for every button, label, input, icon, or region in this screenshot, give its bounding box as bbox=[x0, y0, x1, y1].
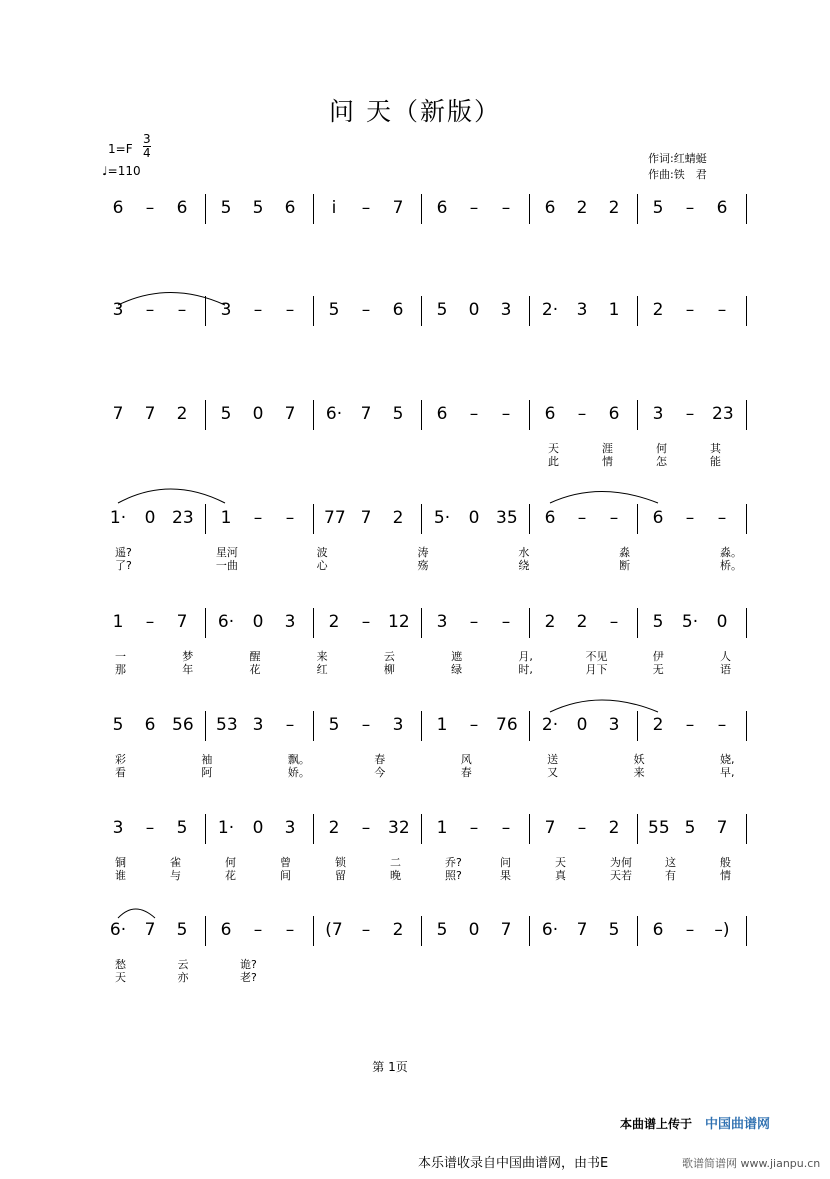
note: 6 bbox=[716, 198, 728, 218]
note: 6 bbox=[436, 404, 448, 424]
note: – bbox=[285, 508, 295, 528]
lyric-syllable: 殇 bbox=[417, 559, 429, 572]
lyric-syllable: 妖 bbox=[633, 753, 645, 766]
note: 2 bbox=[652, 715, 664, 735]
note: – bbox=[469, 198, 479, 218]
note: – bbox=[609, 508, 619, 528]
note: 7 bbox=[716, 818, 728, 838]
note: 56 bbox=[172, 715, 194, 735]
barline bbox=[421, 400, 422, 430]
note: 3 bbox=[436, 612, 448, 632]
note: 2 bbox=[392, 920, 404, 940]
note: 7 bbox=[544, 818, 556, 838]
lyric-syllable: 云 bbox=[177, 958, 189, 971]
barline bbox=[421, 296, 422, 326]
lyric-syllable: 诡? bbox=[240, 958, 257, 971]
note: 5· bbox=[681, 612, 699, 632]
lyric-syllable: 星河 bbox=[215, 546, 238, 559]
lyric-syllable: 乔? bbox=[445, 856, 462, 869]
barline bbox=[746, 608, 747, 638]
barline bbox=[637, 194, 638, 224]
lyric-syllable: 何 bbox=[225, 856, 236, 869]
note: 7 bbox=[112, 404, 124, 424]
note: 2 bbox=[576, 612, 588, 632]
note: 1· bbox=[217, 818, 235, 838]
note: 6· bbox=[325, 404, 343, 424]
note: – bbox=[285, 715, 295, 735]
barline bbox=[313, 608, 314, 638]
lyric-syllable: 水 bbox=[518, 546, 530, 559]
page-title: 问 天（新版） bbox=[329, 97, 501, 126]
lyric-syllable: 此 bbox=[548, 455, 559, 468]
note: – bbox=[717, 300, 727, 320]
note: – bbox=[717, 508, 727, 528]
collection-note: 本乐谱收录自中国曲谱网，由书E bbox=[418, 1156, 609, 1171]
lyric-syllable: 断 bbox=[619, 559, 631, 572]
note: 5 bbox=[220, 404, 232, 424]
note: 7 bbox=[500, 920, 512, 940]
note: – bbox=[577, 404, 587, 424]
note: – bbox=[685, 404, 695, 424]
note: 3 bbox=[284, 612, 296, 632]
note: 5 bbox=[252, 198, 264, 218]
lyric-syllable: 天 bbox=[115, 971, 126, 984]
note: 0 bbox=[144, 508, 156, 528]
lyric-syllable: 这 bbox=[665, 856, 676, 869]
note: – bbox=[253, 920, 263, 940]
note: – bbox=[469, 818, 479, 838]
lyric-syllable: 与 bbox=[170, 869, 181, 882]
note: – bbox=[501, 818, 511, 838]
lyric-syllable: 情 bbox=[720, 869, 731, 882]
lyric-syllable: 桥。 bbox=[720, 559, 742, 572]
note: – bbox=[361, 715, 371, 735]
note: 0 bbox=[468, 920, 480, 940]
lyric-syllable: 天 bbox=[548, 442, 559, 455]
lyric-syllable: 了? bbox=[115, 559, 132, 572]
lyric-syllable: 年 bbox=[182, 663, 194, 676]
barline bbox=[637, 608, 638, 638]
lyric-syllable: 云 bbox=[383, 650, 395, 663]
note: 3 bbox=[220, 300, 232, 320]
note: – bbox=[361, 920, 371, 940]
barline bbox=[746, 296, 747, 326]
note: 1· bbox=[109, 508, 127, 528]
note: 0 bbox=[468, 508, 480, 528]
lyric-syllable: 娇。 bbox=[287, 766, 310, 779]
note: 6 bbox=[284, 198, 296, 218]
note: – bbox=[361, 300, 371, 320]
lyric-syllable: 送 bbox=[547, 753, 559, 766]
note: 0 bbox=[716, 612, 728, 632]
note: – bbox=[145, 818, 155, 838]
lyric-syllable: 一 bbox=[115, 650, 126, 663]
note: 2 bbox=[608, 818, 620, 838]
note: 6 bbox=[176, 198, 188, 218]
note: 5 bbox=[608, 920, 620, 940]
note: 1 bbox=[436, 818, 448, 838]
note: – bbox=[145, 300, 155, 320]
lyric-syllable: 照? bbox=[445, 869, 462, 882]
lyric-syllable: 看 bbox=[115, 766, 126, 779]
note: 53 bbox=[216, 715, 238, 735]
lyric-syllable: 来 bbox=[633, 766, 645, 779]
lyric-syllable: 春 bbox=[460, 766, 472, 779]
note: 5 bbox=[220, 198, 232, 218]
barline bbox=[421, 504, 422, 534]
note: i bbox=[331, 198, 337, 218]
note: – bbox=[145, 198, 155, 218]
note: 77 bbox=[324, 508, 346, 528]
note: –) bbox=[714, 920, 730, 940]
note: 3 bbox=[284, 818, 296, 838]
barline bbox=[746, 711, 747, 741]
note: – bbox=[469, 715, 479, 735]
lyric-syllable: 留 bbox=[335, 869, 346, 882]
lyric-syllable: 月, bbox=[518, 650, 533, 663]
barline bbox=[637, 400, 638, 430]
lyric-syllable: 红 bbox=[316, 663, 328, 676]
barline bbox=[529, 916, 530, 946]
lyric-syllable: 时, bbox=[518, 663, 533, 676]
barline bbox=[205, 504, 206, 534]
barline bbox=[313, 400, 314, 430]
note: 3 bbox=[652, 404, 664, 424]
note: 6 bbox=[144, 715, 156, 735]
tempo-marking: ♩=110 bbox=[102, 164, 141, 178]
barline bbox=[637, 504, 638, 534]
time-sig-denominator: 4 bbox=[143, 146, 151, 160]
note: 2 bbox=[544, 612, 556, 632]
barline bbox=[313, 916, 314, 946]
note: 6 bbox=[220, 920, 232, 940]
note: – bbox=[253, 508, 263, 528]
barline bbox=[313, 711, 314, 741]
note: 3 bbox=[500, 300, 512, 320]
lyric-syllable: 谁 bbox=[115, 869, 126, 882]
note: 1 bbox=[220, 508, 232, 528]
note: – bbox=[361, 198, 371, 218]
lyric-syllable: 春 bbox=[374, 753, 386, 766]
lyric-syllable: 那 bbox=[115, 663, 126, 676]
lyric-syllable: 醒 bbox=[249, 650, 261, 663]
barline bbox=[205, 400, 206, 430]
lyric-syllable: 愁 bbox=[115, 958, 126, 971]
note: – bbox=[609, 612, 619, 632]
note: 7 bbox=[360, 404, 372, 424]
upload-note: 本曲谱上传于 bbox=[620, 1117, 693, 1131]
barline bbox=[529, 296, 530, 326]
note: (7 bbox=[325, 920, 343, 940]
lyric-syllable: 风 bbox=[460, 753, 472, 766]
note: – bbox=[717, 715, 727, 735]
note: – bbox=[501, 612, 511, 632]
lyric-syllable: 语 bbox=[720, 663, 731, 676]
barline bbox=[529, 504, 530, 534]
barline bbox=[529, 814, 530, 844]
barline bbox=[529, 194, 530, 224]
score-line bbox=[0, 920, 830, 1050]
lyric-syllable: 来 bbox=[316, 650, 328, 663]
note: 23 bbox=[172, 508, 194, 528]
note: 7 bbox=[392, 198, 404, 218]
note: – bbox=[469, 612, 479, 632]
note: 3 bbox=[392, 715, 404, 735]
note: 6 bbox=[544, 508, 556, 528]
note: – bbox=[501, 404, 511, 424]
note: 3 bbox=[608, 715, 620, 735]
note: – bbox=[685, 300, 695, 320]
note: 5· bbox=[433, 508, 451, 528]
lyric-syllable: 阿 bbox=[201, 766, 213, 779]
barline bbox=[746, 916, 747, 946]
note: – bbox=[177, 300, 187, 320]
note: – bbox=[253, 300, 263, 320]
lyric-syllable: 又 bbox=[547, 766, 559, 779]
note: 5 bbox=[652, 198, 664, 218]
lyric-syllable: 袖 bbox=[201, 753, 213, 766]
note: 5 bbox=[392, 404, 404, 424]
barline bbox=[205, 194, 206, 224]
note: 5 bbox=[112, 715, 124, 735]
barline bbox=[421, 608, 422, 638]
note: 55 bbox=[648, 818, 670, 838]
note: 3 bbox=[112, 818, 124, 838]
barline bbox=[746, 400, 747, 430]
barline bbox=[313, 194, 314, 224]
lyric-syllable: 二 bbox=[390, 856, 401, 869]
lyric-syllable: 真 bbox=[555, 869, 566, 882]
lyric-syllable: 能 bbox=[710, 455, 721, 468]
lyric-syllable: 锁 bbox=[335, 856, 346, 869]
lyric-syllable: 铜 bbox=[115, 856, 126, 869]
lyric-syllable: 涯 bbox=[602, 442, 613, 455]
note: 32 bbox=[388, 818, 410, 838]
lyric-syllable: 柳 bbox=[383, 663, 395, 676]
lyric-syllable: 花 bbox=[225, 869, 236, 882]
lyric-syllable: 其 bbox=[710, 442, 721, 455]
barline bbox=[421, 814, 422, 844]
note: 5 bbox=[176, 818, 188, 838]
lyric-syllable: 心 bbox=[316, 559, 328, 572]
barline bbox=[746, 504, 747, 534]
lyric-syllable: 无 bbox=[652, 663, 664, 676]
note: 12 bbox=[388, 612, 410, 632]
lyric-syllable: 娆, bbox=[720, 753, 735, 766]
lyric-syllable: 情 bbox=[602, 455, 613, 468]
lyric-syllable: 果 bbox=[500, 869, 511, 882]
time-sig-numerator: 3 bbox=[143, 132, 151, 146]
lyric-syllable: 不见 bbox=[585, 650, 608, 663]
lyric-syllable: 波 bbox=[316, 546, 328, 559]
note: 7 bbox=[576, 920, 588, 940]
note: 6 bbox=[544, 404, 556, 424]
barline bbox=[421, 916, 422, 946]
barline bbox=[637, 916, 638, 946]
note: – bbox=[685, 508, 695, 528]
note: 6 bbox=[392, 300, 404, 320]
note: 2 bbox=[576, 198, 588, 218]
note: 6 bbox=[112, 198, 124, 218]
barline bbox=[313, 504, 314, 534]
barline bbox=[421, 711, 422, 741]
note: – bbox=[577, 818, 587, 838]
note: 5 bbox=[328, 715, 340, 735]
note: 1 bbox=[436, 715, 448, 735]
barline bbox=[637, 814, 638, 844]
note: 2· bbox=[541, 300, 559, 320]
note: 7 bbox=[176, 612, 188, 632]
note: 2 bbox=[328, 818, 340, 838]
note: 6 bbox=[436, 198, 448, 218]
lyric-syllable: 人 bbox=[720, 650, 731, 663]
barline bbox=[205, 814, 206, 844]
note: 3 bbox=[252, 715, 264, 735]
note: 6 bbox=[652, 920, 664, 940]
note: 6 bbox=[544, 198, 556, 218]
note: 2 bbox=[652, 300, 664, 320]
lyric-syllable: 间 bbox=[280, 869, 291, 882]
lyric-syllable: 绿 bbox=[451, 663, 463, 676]
note: 1 bbox=[112, 612, 124, 632]
lyric-syllable: 飘。 bbox=[287, 753, 310, 766]
barline bbox=[529, 608, 530, 638]
note: 0 bbox=[252, 818, 264, 838]
note: 3 bbox=[576, 300, 588, 320]
lyric-syllable: 晚 bbox=[390, 869, 401, 882]
note: – bbox=[145, 612, 155, 632]
barline bbox=[529, 400, 530, 430]
time-signature bbox=[143, 133, 151, 160]
barline bbox=[313, 814, 314, 844]
barline bbox=[313, 296, 314, 326]
note: – bbox=[469, 404, 479, 424]
note: 7 bbox=[284, 404, 296, 424]
note: – bbox=[361, 612, 371, 632]
note: 5 bbox=[436, 300, 448, 320]
lyric-syllable: 天 bbox=[555, 856, 566, 869]
lyric-syllable: 曾 bbox=[280, 856, 291, 869]
note: 6 bbox=[652, 508, 664, 528]
lyric-syllable: 伊 bbox=[652, 650, 664, 663]
lyric-syllable: 何 bbox=[656, 442, 667, 455]
note: – bbox=[285, 920, 295, 940]
lyric-syllable: 淼。 bbox=[720, 546, 742, 559]
note: 2 bbox=[608, 198, 620, 218]
lyric-syllable: 今 bbox=[374, 766, 386, 779]
lyric-syllable: 雀 bbox=[170, 856, 181, 869]
lyric-syllable: 天若 bbox=[610, 869, 632, 882]
barline bbox=[205, 608, 206, 638]
note: 5 bbox=[436, 920, 448, 940]
lyric-syllable: 月下 bbox=[585, 663, 608, 676]
note: 2 bbox=[176, 404, 188, 424]
barline bbox=[421, 194, 422, 224]
barline bbox=[205, 711, 206, 741]
lyric-syllable: 彩 bbox=[115, 753, 126, 766]
watermark: 歌谱简谱网 www.jianpu.cn bbox=[682, 1157, 821, 1170]
composer-credit: 作曲:铁 君 bbox=[648, 168, 707, 181]
note: 5 bbox=[176, 920, 188, 940]
note: 3 bbox=[112, 300, 124, 320]
lyric-syllable: 遮 bbox=[451, 650, 463, 663]
brand-logo: 中国曲谱网 bbox=[705, 1117, 771, 1132]
note: 5 bbox=[652, 612, 664, 632]
lyric-syllable: 问 bbox=[500, 856, 511, 869]
note: – bbox=[285, 300, 295, 320]
note: – bbox=[685, 920, 695, 940]
note: 0 bbox=[252, 404, 264, 424]
barline bbox=[205, 916, 206, 946]
note: 6· bbox=[217, 612, 235, 632]
note: 5 bbox=[328, 300, 340, 320]
note: – bbox=[685, 198, 695, 218]
lyric-syllable: 涛 bbox=[417, 546, 429, 559]
lyric-syllable: 怎 bbox=[656, 455, 667, 468]
note: 2 bbox=[328, 612, 340, 632]
note: – bbox=[361, 818, 371, 838]
note: 2 bbox=[392, 508, 404, 528]
barline bbox=[529, 711, 530, 741]
lyric-syllable: 花 bbox=[249, 663, 261, 676]
note: 7 bbox=[144, 920, 156, 940]
lyric-syllable: 亦 bbox=[177, 971, 189, 984]
lyric-syllable: 淼 bbox=[619, 546, 631, 559]
note: – bbox=[685, 715, 695, 735]
barline bbox=[205, 296, 206, 326]
note: – bbox=[501, 198, 511, 218]
note: 6· bbox=[541, 920, 559, 940]
barline bbox=[637, 296, 638, 326]
barline bbox=[746, 814, 747, 844]
note: 6 bbox=[608, 404, 620, 424]
lyric-syllable: 绕 bbox=[518, 559, 530, 572]
note: 76 bbox=[496, 715, 518, 735]
note: – bbox=[577, 508, 587, 528]
lyricist-credit: 作词:红蜻蜓 bbox=[648, 152, 707, 165]
lyric-syllable: 早, bbox=[720, 766, 735, 779]
note: 23 bbox=[712, 404, 734, 424]
lyric-syllable: 为何 bbox=[610, 856, 632, 869]
note: 0 bbox=[252, 612, 264, 632]
note: 6· bbox=[109, 920, 127, 940]
note: 5 bbox=[684, 818, 696, 838]
key-signature: 1=F bbox=[108, 142, 133, 156]
note: 7 bbox=[144, 404, 156, 424]
note: 35 bbox=[496, 508, 518, 528]
note: 1 bbox=[608, 300, 620, 320]
note: 2· bbox=[541, 715, 559, 735]
note: 7 bbox=[360, 508, 372, 528]
lyric-syllable: 老? bbox=[240, 971, 257, 984]
barline bbox=[746, 194, 747, 224]
lyric-syllable: 般 bbox=[720, 856, 731, 869]
note: 0 bbox=[468, 300, 480, 320]
barline bbox=[637, 711, 638, 741]
lyric-syllable: 遥? bbox=[115, 546, 132, 559]
page-number: 第 1页 bbox=[372, 1060, 408, 1074]
note: 0 bbox=[576, 715, 588, 735]
lyric-syllable: 梦 bbox=[182, 650, 194, 663]
lyric-syllable: 一曲 bbox=[215, 559, 238, 572]
lyric-syllable: 有 bbox=[665, 869, 676, 882]
